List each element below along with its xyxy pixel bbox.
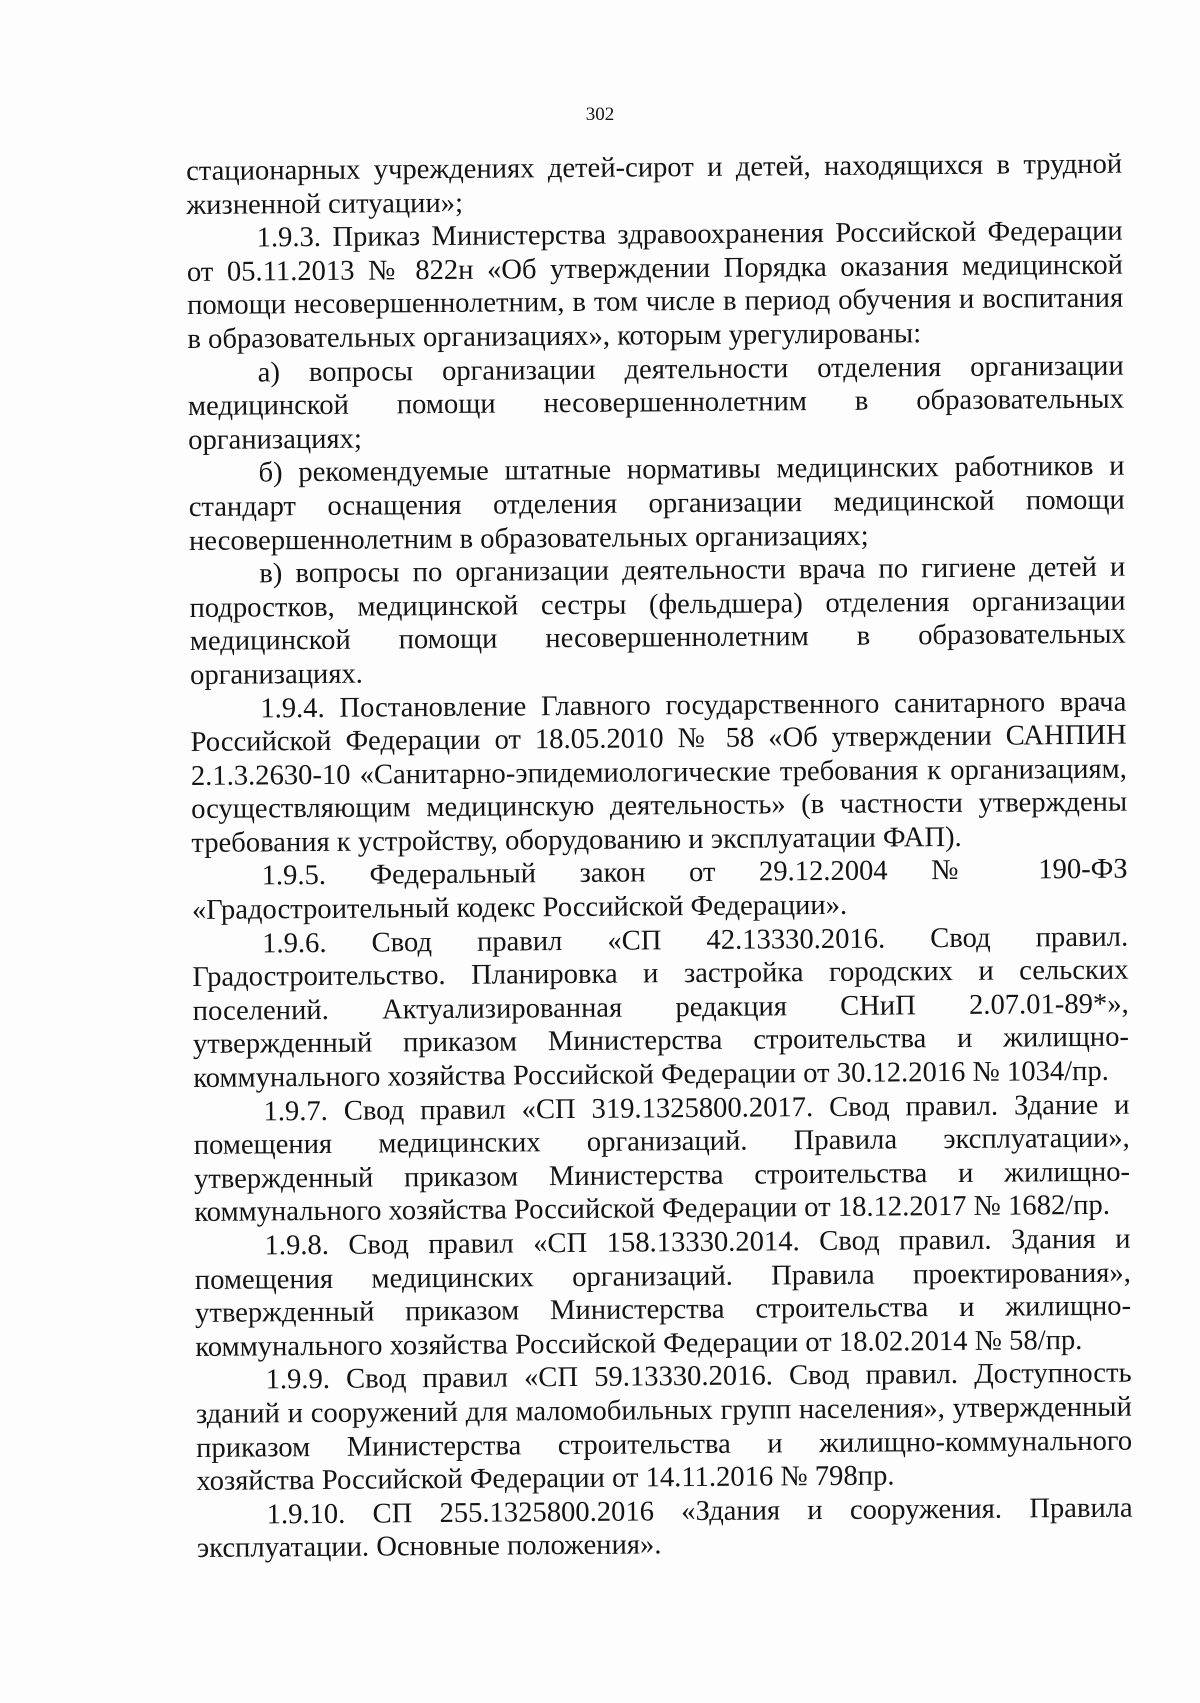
paragraph-1-9-6: 1.9.6. Свод правил «СП 42.13330.2016. Свод правил. Градостроительство. Планировка и застройка городских и сельских поселений. Актуализированная редакция СНиП 2.07.01-89*», утвержденный приказом Министерства строительства и жилищно-коммунального хозяйства Российской Федерации от 30.12.2016 № 1034/пр. [192,921,1130,1095]
list-item-b: б) рекомендуемые штатные нормативы медицинских работников и стандарт оснащения отделения организации медицинской помощи несовершеннолетним в образовательных организациях; [188,450,1125,557]
list-item-v: в) вопросы по организации деятельности врача по гигиене детей и подростков, медицинской сестры (фельдшера) отделения организации медицинской помощи несовершеннолетним в образовательных организациях. [189,551,1126,691]
paragraph-1-9-10: 1.9.10. СП 255.1325800.2016 «Здания и сооружения. Правила эксплуатации. Основные положения». [196,1492,1133,1565]
paragraph-1-9-3: 1.9.3. Приказ Министерства здравоохранения Российской Федерации от 05.11.2013 № 822н «Об утверждении Порядка оказания медицинской помощи несовершеннолетним, в том числе в период обучения и воспитания в образовательных организациях», которым урегулированы: [186,215,1124,355]
document-body [186,148,1133,1566]
page-number: 302 [585,104,615,125]
paragraph-1-9-4: 1.9.4. Постановление Главного государственного санитарного врача Российской Федерации от 18.05.2010 № 58 «Об утверждении САНПИН 2.1.3.2630-10 «Санитарно-эпидемиологические требования к организациям, осуществляющим медицинскую деятельность» (в частности утверждены требования к устройству, оборудованию и эксплуатации ФАП). [190,686,1128,859]
paragraph-continuation: стационарных учреждениях детей-сирот и детей, находящихся в трудной жизненной ситуации»; [186,148,1123,221]
paragraph-1-9-8: 1.9.8. Свод правил «СП 158.13330.2014. Свод правил. Здания и помещения медицинских организаций. Правила проектирования», утвержденный приказом Министерства строительства и жилищно-коммунального хозяйства Российской Федерации от 18.02.2014 № 58/пр. [194,1223,1132,1363]
list-item-a: а) вопросы организации деятельности отделения организации медицинской помощи несовершеннолетним в образовательных организациях; [187,350,1125,456]
paragraph-1-9-9: 1.9.9. Свод правил «СП 59.13330.2016. Свод правил. Доступность зданий и сооружений для маломобильных групп населения», утвержденный приказом Министерства строительства и жилищно-коммунального хозяйства Российской Федерации от 14.11.2016 № 798пр. [195,1357,1133,1498]
paragraph-1-9-5: 1.9.5. Федеральный закон от 29.12.2004 № 190-ФЗ «Градостроительный кодекс Российской Федерации». [191,854,1128,927]
paragraph-1-9-7: 1.9.7. Свод правил «СП 319.1325800.2017. Свод правил. Здание и помещения медицинских организаций. Правила эксплуатации», утвержденный приказом Министерства строительства и жилищно-коммунального хозяйства Российской Федерации от 18.12.2017 № 1682/пр. [193,1089,1131,1229]
